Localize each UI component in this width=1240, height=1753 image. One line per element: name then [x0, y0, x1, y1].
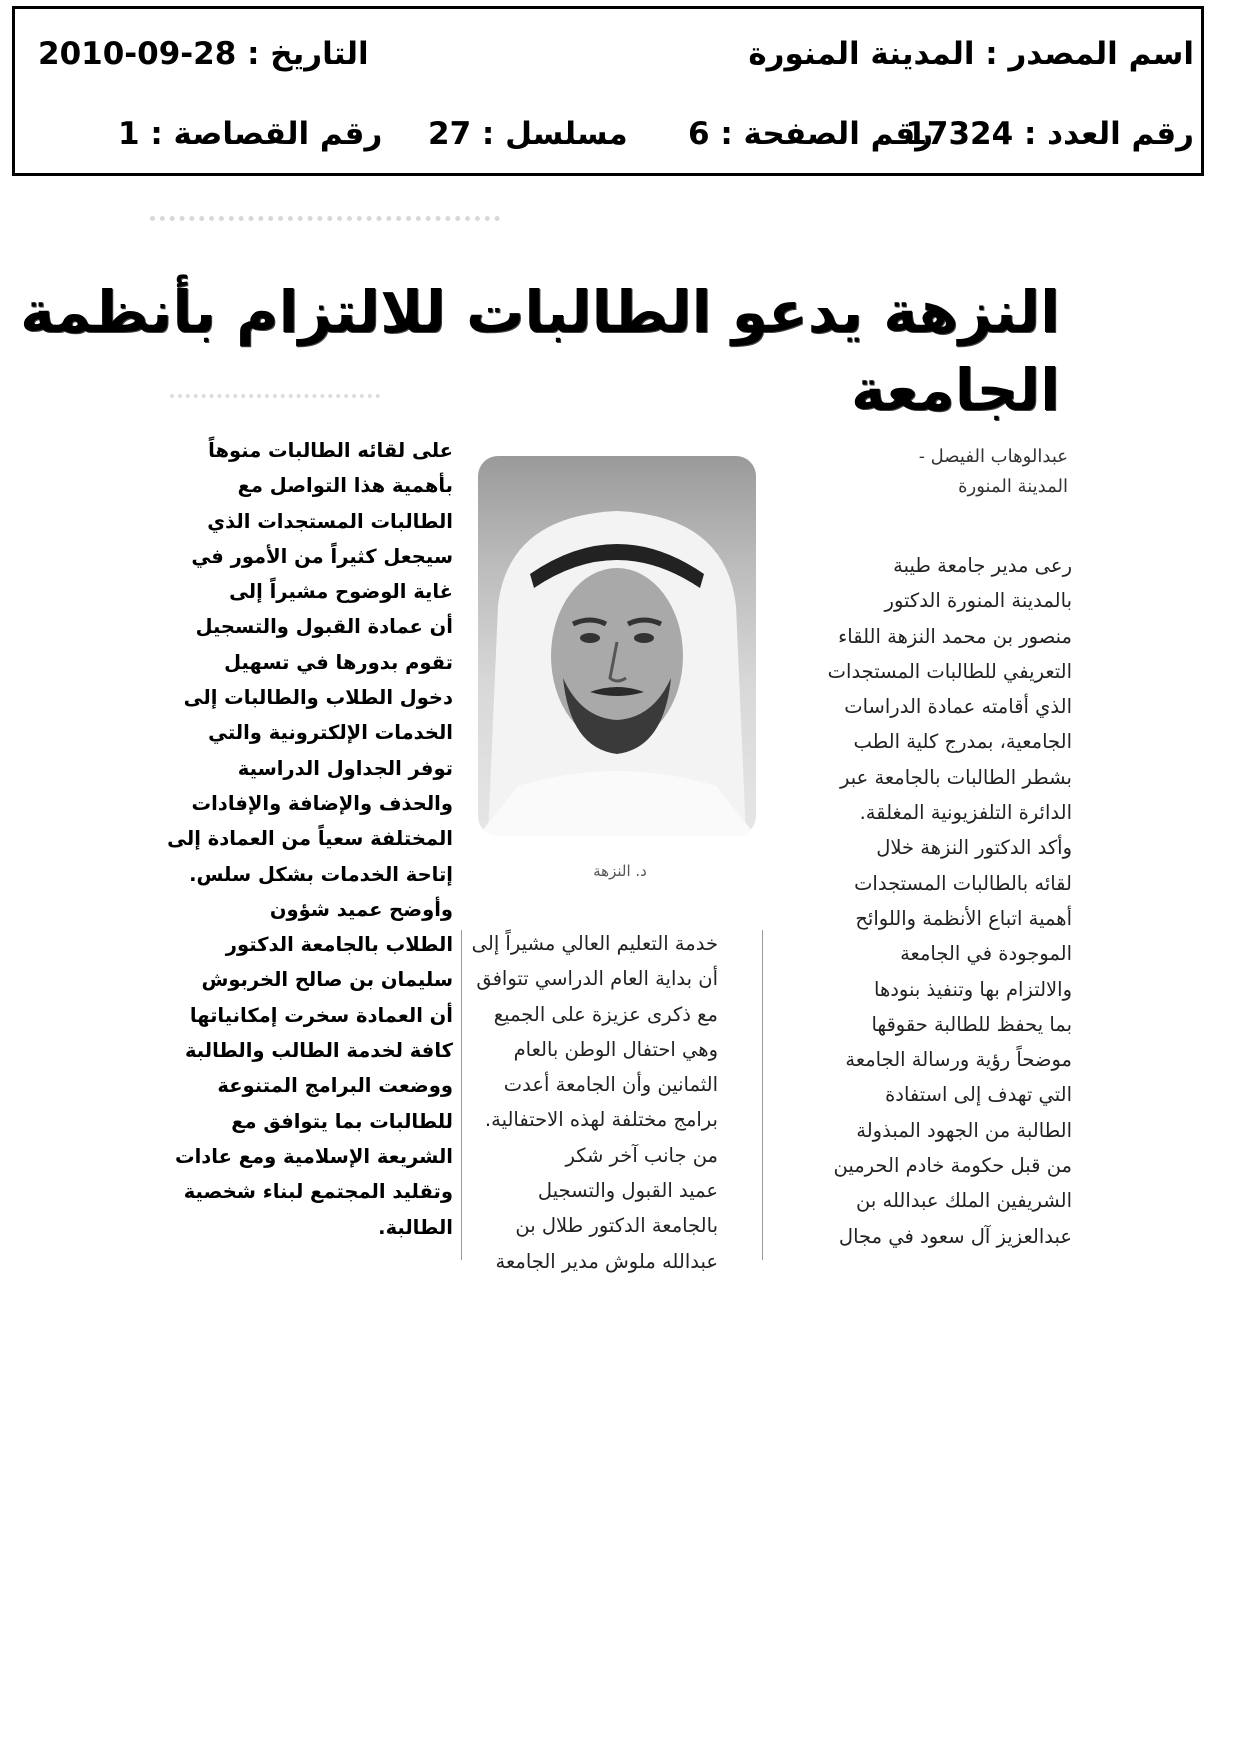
date-label: التاريخ : 28-09-2010: [38, 36, 369, 72]
article-line: غاية الوضوح مشيراً إلى: [229, 580, 453, 604]
article-line: الدائرة التلفزيونية المغلقة.: [859, 801, 1072, 825]
serial-label: مسلسل : 27: [428, 116, 628, 152]
article-line: للطالبات بما يتوافق مع: [231, 1109, 453, 1133]
column-divider: [762, 930, 763, 1260]
article-line: من جانب آخر شكر: [565, 1143, 718, 1167]
article-line: من قبل حكومة خادم الحرمين: [833, 1154, 1072, 1178]
article-line: تقوم بدورها في تسهيل: [224, 650, 453, 674]
article-line: منصور بن محمد النزهة اللقاء: [838, 624, 1072, 648]
article-column-middle: [422, 926, 718, 1279]
byline: [848, 442, 1068, 502]
article-line: بالمدينة المنورة الدكتور: [884, 589, 1072, 613]
article-line: أن عمادة القبول والتسجيل: [195, 615, 453, 639]
article-line: والالتزام بها وتنفيذ بنودها: [874, 977, 1072, 1001]
article-headline-line1: النزهة يدعو الطالبات للالتزام بأنظمة: [20, 278, 1060, 346]
issue-number-label: رقم العدد : 17324: [905, 116, 1194, 152]
article-line: على لقائه الطالبات منوهاً: [208, 439, 453, 462]
article-line: أن العمادة سخرت إمكانياتها: [189, 1003, 453, 1027]
article-line: لقائه بالطالبات المستجدات: [854, 871, 1072, 895]
article-line: خدمة التعليم العالي مشيراً إلى: [471, 932, 718, 955]
article-line: مع ذكرى عزيزة على الجميع: [493, 1002, 718, 1026]
byline-author: عبدالوهاب الفيصل -: [918, 446, 1068, 467]
article-line: سليمان بن صالح الخربوش: [201, 968, 453, 992]
article-line: عميد القبول والتسجيل: [537, 1179, 718, 1203]
article-line: الجامعية، بمدرج كلية الطب: [853, 730, 1072, 754]
article-line: الطلاب بالجامعة الدكتور: [225, 933, 453, 957]
article-line: الطالبة من الجهود المبذولة: [856, 1118, 1072, 1142]
portrait-illustration: [478, 456, 756, 836]
article-line: أهمية اتباع الأنظمة واللوائح: [855, 906, 1072, 930]
article-column-left: [129, 433, 453, 1245]
article-line: موضحاً رؤية ورسالة الجامعة: [845, 1048, 1072, 1072]
article-line: دخول الطلاب والطالبات إلى: [183, 686, 453, 710]
clip-number-label: رقم القصاصة : 1: [118, 116, 383, 152]
article-line: الطالبة.: [378, 1215, 453, 1239]
article-line: الخدمات الإلكترونية والتي: [208, 721, 453, 745]
article-line: عبدالعزيز آل سعود في مجال: [838, 1224, 1072, 1248]
article-column-right: [768, 548, 1072, 1254]
article-line: المختلفة سعياً من العمادة إلى: [167, 827, 453, 851]
article-line: بالجامعة الدكتور طلال بن: [515, 1214, 718, 1238]
article-line: وتقليد المجتمع لبناء شخصية: [183, 1180, 453, 1204]
article-line: الذي أقامته عمادة الدراسات: [844, 695, 1072, 719]
article-line: إتاحة الخدمات بشكل سلس.: [189, 862, 453, 886]
article-line: الموجودة في الجامعة: [900, 942, 1072, 966]
byline-city: المدينة المنورة: [958, 476, 1068, 497]
article-line: الثمانين وأن الجامعة أعدت: [503, 1073, 718, 1097]
article-line: بما يحفظ للطالبة حقوقها: [871, 1012, 1072, 1036]
article-line: وهي احتفال الوطن بالعام: [513, 1037, 718, 1061]
scan-noise: [150, 216, 500, 243]
article-line: التي تهدف إلى استفادة: [885, 1083, 1072, 1107]
article-line: وأوضح عميد شؤون: [269, 897, 453, 921]
article-line: الشريفين الملك عبدالله بن: [856, 1189, 1072, 1213]
portrait-photo: [478, 456, 756, 836]
article-line: أن بداية العام الدراسي تتوافق: [476, 967, 718, 991]
article-line: ووضعت البرامج المتنوعة: [217, 1074, 453, 1098]
article-line: والحذف والإضافة والإفادات: [191, 791, 453, 815]
article-line: بأهمية هذا التواصل مع: [237, 474, 453, 498]
article-line: الشريعة الإسلامية ومع عادات: [175, 1144, 453, 1168]
article-line: بشطر الطالبات بالجامعة عبر: [839, 765, 1072, 789]
article-line: عبدالله ملوش مدير الجامعة: [495, 1249, 718, 1273]
article-line: الطالبات المستجدات الذي: [207, 509, 453, 533]
article-line: توفر الجداول الدراسية: [237, 756, 453, 780]
article-line: سيجعل كثيراً من الأمور في: [191, 544, 453, 568]
article-line: كافة لخدمة الطالب والطالبة: [184, 1039, 453, 1063]
article-headline-line2: الجامعة: [850, 356, 1060, 424]
scan-noise: [170, 394, 380, 420]
page-number-label: رقم الصفحة : 6: [688, 116, 934, 152]
photo-caption: د. النزهة: [593, 862, 647, 880]
article-line: رعى مدير جامعة طيبة: [893, 554, 1072, 577]
article-line: برامج مختلفة لهذه الاحتفالية.: [484, 1108, 718, 1132]
source-label: اسم المصدر : المدينة المنورة: [748, 36, 1194, 72]
article-line: التعريفي للطالبات المستجدات: [827, 659, 1072, 683]
article-line: وأكد الدكتور النزهة خلال: [876, 836, 1072, 860]
